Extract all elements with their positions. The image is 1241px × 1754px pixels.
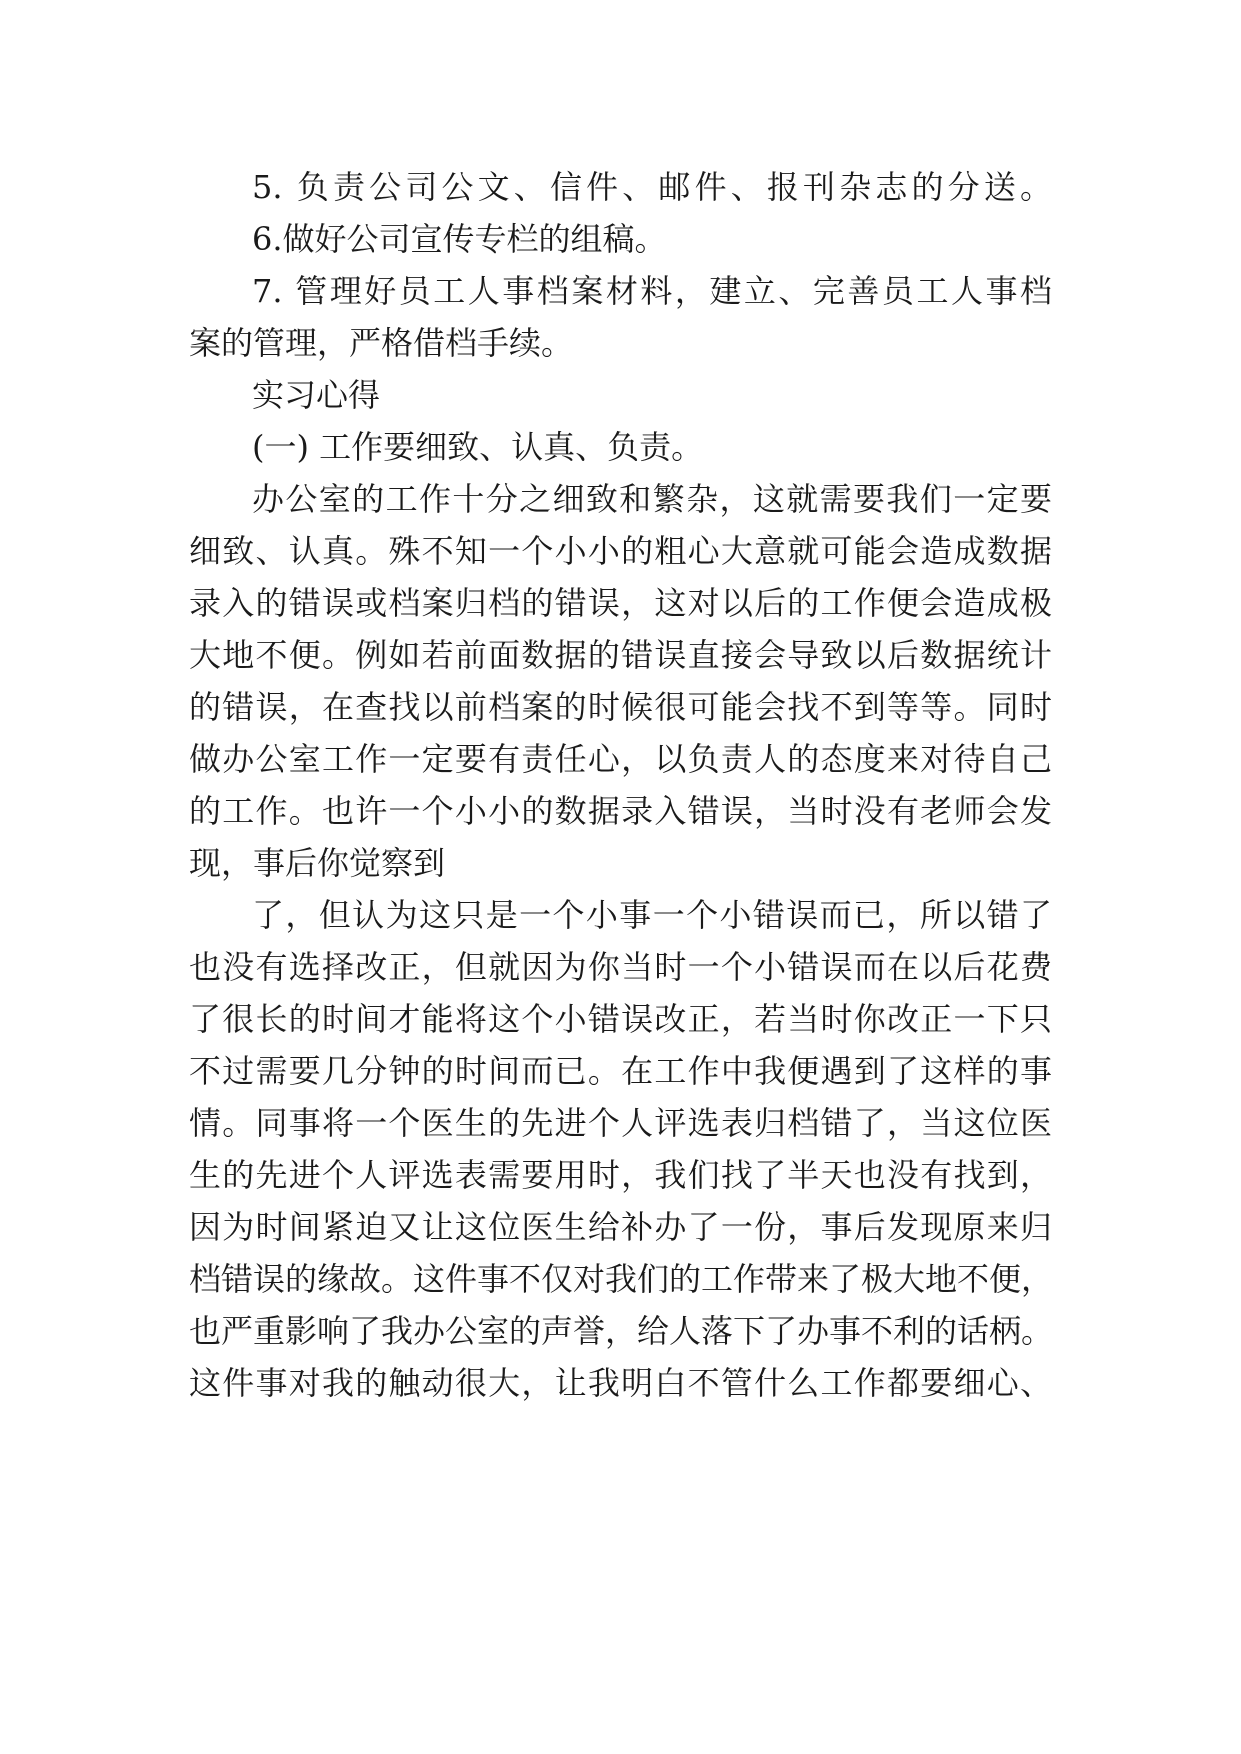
paragraph-line: 现，事后你觉察到 <box>189 844 446 882</box>
paragraph-line: 做办公室工作一定要有责任心，以负责人的态度来对待自己 <box>189 740 1052 778</box>
list-item-7: 7. 管理好员工人事档案材料，建立、完善员工人事档 <box>252 272 1052 310</box>
list-item-5: 5. 负责公司公文、信件、邮件、报刊杂志的分送。 <box>252 168 1052 206</box>
section-heading: 实习心得 <box>252 376 381 414</box>
paragraph-line: 情。同事将一个医生的先进个人评选表归档错了，当这位医 <box>189 1104 1052 1142</box>
paragraph-line: 的工作。也许一个小小的数据录入错误，当时没有老师会发 <box>189 792 1052 830</box>
paragraph-line: 的错误，在查找以前档案的时候很可能会找不到等等。同时 <box>189 688 1052 726</box>
paragraph-line: 档错误的缘故。这件事不仅对我们的工作带来了极大地不便， <box>189 1260 1054 1298</box>
paragraph-line: 不过需要几分钟的时间而已。在工作中我便遇到了这样的事 <box>189 1052 1052 1090</box>
paragraph-line: 办公室的工作十分之细致和繁杂，这就需要我们一定要 <box>252 480 1052 518</box>
paragraph-line: 大地不便。例如若前面数据的错误直接会导致以后数据统计 <box>189 636 1052 674</box>
paragraph-line: 细致、认真。殊不知一个小小的粗心大意就可能会造成数据 <box>189 532 1052 570</box>
paragraph-line: 也没有选择改正，但就因为你当时一个小错误而在以后花费 <box>189 948 1052 986</box>
list-item-7-continuation: 案的管理，严格借档手续。 <box>189 324 574 362</box>
paragraph-line: 因为时间紧迫又让这位医生给补办了一份，事后发现原来归 <box>189 1208 1052 1246</box>
paragraph-line: 这件事对我的触动很大，让我明白不管什么工作都要细心、 <box>189 1364 1052 1402</box>
paragraph-line: 生的先进个人评选表需要用时，我们找了半天也没有找到， <box>189 1156 1052 1194</box>
paragraph-line: 了，但认为这只是一个小事一个小错误而已，所以错了 <box>252 896 1052 934</box>
paragraph-line: 录入的错误或档案归档的错误，这对以后的工作便会造成极 <box>189 584 1052 622</box>
paragraph-line: 了很长的时间才能将这个小错误改正，若当时你改正一下只 <box>189 1000 1052 1038</box>
paragraph-line: 也严重影响了我办公室的声誉，给人落下了办事不利的话柄。 <box>189 1312 1054 1350</box>
subsection-heading: (一) 工作要细致、认真、负责。 <box>252 428 704 466</box>
list-item-6: 6.做好公司宣传专栏的组稿。 <box>252 220 667 258</box>
